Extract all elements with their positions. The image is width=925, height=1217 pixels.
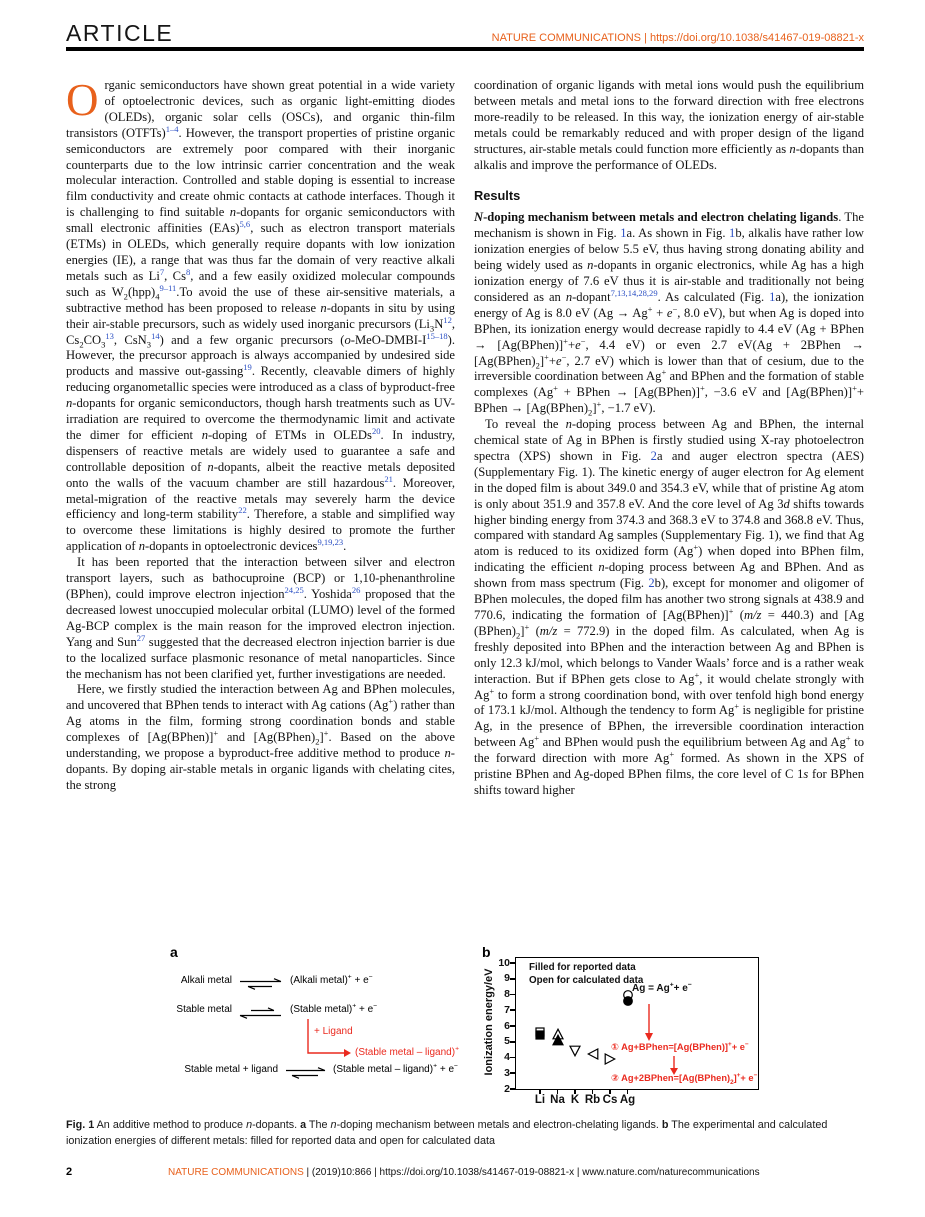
reference-link[interactable]: 2 <box>650 448 657 463</box>
y-tick-label: 10 <box>498 956 510 969</box>
reference-link[interactable]: 19 <box>243 362 252 373</box>
reference-link[interactable]: 26 <box>351 584 361 595</box>
stable-cation-label: (Stable metal)+ + e− <box>290 1002 378 1015</box>
data-point-na-filled <box>552 1034 564 1046</box>
article-type-label: ARTICLE <box>66 20 174 46</box>
data-point-ag-filled <box>622 995 634 1007</box>
reference-link[interactable]: 20 <box>371 425 381 436</box>
y-tick-mark <box>510 978 516 980</box>
y-tick-mark <box>510 1072 516 1074</box>
y-tick-label: 4 <box>504 1051 510 1063</box>
x-tick-mark <box>627 1089 629 1094</box>
y-tick-mark <box>510 1025 516 1027</box>
reference-link[interactable]: 5,6 <box>239 218 251 229</box>
reference-link[interactable]: 15–18 <box>426 330 448 341</box>
annotation-ag-equation: Ag = Ag++ e− <box>632 981 692 994</box>
reference-link[interactable]: 9,19,23 <box>317 537 344 548</box>
reference-link[interactable]: 7 <box>159 266 165 277</box>
data-point-k-open <box>569 1045 581 1057</box>
legend-line-open: Open for calculated data <box>529 975 644 986</box>
y-tick-mark <box>510 994 516 996</box>
reference-link[interactable]: 2 <box>648 576 655 591</box>
reference-link[interactable]: 13 <box>105 330 114 341</box>
panel-a-label: a <box>170 944 178 960</box>
x-tick-mark <box>557 1089 559 1094</box>
paragraph-intro: Organic semiconductors have shown great potential in a wide variety of optoelectronic devices, such as organic light-emitting diodes (OLEDs), organic solar cells (OSCs), and organic thin-film transistors (OTFTs)$^{1-4}$. However, the transport properties of pristine organic semiconductors are extremely poor compared with their inorganic counterparts due to the low intrinsic carrier concentration and the weak molecular interaction. Controlled and stable doping is essential to increase film conductivity and create ohmic contacts at cathode interfaces. Though it is challenging to find suitable n-dopants for organic semiconductors with small electronic affinities (EAs)$^{5,6}$, such as electron transport materials (ETMs) in OLEDs, which generally require dopants with low ionization energies (IE), a range that was thus far the domain of very reactive alkali metals such as Li$^7$, Cs$^8$, and a few easily oxidized molecular compounds such as $W_2(hpp)_4^{9-11}.To$ avoid the use of these air-sensitive materials, a subtractive method has been proposed to release n-dopants in situ by using their air-stable precursors, such as widely used inorganic precursors ($Li_3N^{12}$, $Cs_2CO_3^{13}$, CsN$_3^{14}$) and a few organic precursors (o-MeO-DMBI-I$^{15-18}$). However, the precursor approach is always accompanied by undesired side products and massive out-gassing$^{19}$. Recently, cleavable dimers of highly reducing organometallic species were introduced as a class of byproduct-free n-dopants for organic semiconductors, though harsh treatments such as UV-irradiation are required to overcome the thermodynamic limit and activate the dimer for efficient n-doping of ETMs in OLEDs$^{20}$. In industry, dispensers of reactive metals are widely used to guarantee a safe and controllable deposition of n-dopants, albeit the reactive metals deposited onto the walls of the vacuum chamber are still hazardous$^{21}$. Moreover, metal-migration of the reactive metals may severely harm the device efficiency and long-term stability$^{22}$. Therefore, a stable and simplified way to overcome these limitations is highly desired to promote the further application of n-dopants in optoelectronic devices$^{9,19,23}$. <box>66 75 456 554</box>
reference-link[interactable]: 1 <box>769 289 776 304</box>
reference-link[interactable]: 7,13,14,28,29 <box>610 287 658 298</box>
data-point-rb-open <box>587 1048 599 1060</box>
stable-metal-ligand-label: Stable metal + ligand <box>184 1064 278 1075</box>
y-tick-label: 6 <box>504 1019 510 1032</box>
ligand-elbow-arrow <box>304 1019 354 1059</box>
data-point-li-filled <box>534 1029 546 1041</box>
stable-metal-ligand-product: (Stable metal – ligand)+ <box>355 1045 460 1058</box>
plot-area <box>498 956 759 1106</box>
results-heading: Results <box>474 188 521 204</box>
paragraph: To reveal the n-doping process between Ag and BPhen, the internal chemical state of Ag in BPhen is firstly studied using X-ray photoelectron spectra (XPS) shown in Fig. 2a and auger electron spectra (AES) (Supplementary Fig. 1). The kinetic energy of auger electron for Ag element in the doped film is about 349.0 and 354.3 eV, while that of pristine Ag atom is only about 351.9 and 357.8 eV. And the core level of Ag 3d shifts towards higher binding energy from 374.3 and 368.3 eV to 374.8 and 368.8 eV. Thus, compared with standard Ag samples (Supplementary Fig. 1), we find that Ag atom is reduced to its oxidized form (Ag+) when doped into BPhen film, indicating the efficient n-doping process between Ag and BPhen. And as shown from mass spectrum (Fig. 2b), except for monomer and oligomer of BPhen molecules, the doped film has another two strong signals at 438.9 and 770.6, indicating the formation of [Ag(BPhen)]+ (m/z = 440.3) and [Ag $(BPhen)_2]^+$ (m/z = 772.9) in the doped film. As calculated, when Ag is freshly deposited into BPhen and the interaction between Ag and BPhen is only 12.3 kJ/mol, which belongs to Vander Waals’ force and is a rather weak interaction. But if BPhen gets close to Ag+, it would chelate strongly with Ag+ to form a strong coordination bond, with over tenfold high bond energy of 173.1 kJ/mol. Although the tendency to form Ag+ is negligible for pristine Ag, in the presence of BPhen, the irreversible coordination interaction between Ag+ and BPhen would push the equilibrium between Ag and Ag+ to the forward direction with more Ag+ formed. As shown in the XPS of pristine BPhen and Ag-doped BPhen films, the core level of C 1s for BPhen shifts toward higher <box>474 417 865 797</box>
equilibrium-arrow-forward <box>238 978 284 990</box>
stable-metal-label: Stable metal <box>176 1004 232 1015</box>
x-tick-mark <box>592 1089 594 1094</box>
left-column <box>66 75 456 794</box>
y-tick-mark <box>510 1088 516 1090</box>
y-tick-mark <box>510 1041 516 1043</box>
panel-b-label: b <box>482 944 491 960</box>
y-tick-label: 7 <box>504 1003 510 1016</box>
x-tick-mark <box>609 1089 611 1094</box>
reference-link[interactable]: 24,25 <box>284 584 304 595</box>
x-tick-label: K <box>570 1094 580 1106</box>
paragraph: It has been reported that the interaction between silver and electron transport layers, such as bathocuproine (BCP) or 1,10-phenanthroline (BPhen), could improve electron injection$^{24,25}$. Yoshida$^{26}$ proposed that the decreased lowest unoccupied molecular orbital (LUMO) level of the formed Ag-BCP complex is the main reason for the improved electron injection. Yang and Sun$^{27}$ suggested that the decreased electron injection barrier is due to the localized surface plasmonic resonance of metal nanoparticles. Since the mechanism has not been clarified yet, further investigations are needed. <box>66 555 455 681</box>
journal-doi-link[interactable]: NATURE COMMUNICATIONS | https://doi.org/10.1038/s41467-019-08821-x <box>491 32 864 44</box>
reference-link[interactable]: 12 <box>443 314 452 325</box>
equilibrium-arrow-balanced <box>283 1067 329 1079</box>
reference-link[interactable]: 1–4 <box>165 123 179 134</box>
paragraph: coordination of organic ligands with metal ions would push the equilibrium between metals and metal ions to the forward direction with free electrons more-readily to be released. In this way, the ionization energy of air-stable metals could be remarkably reduced and with proper design of the ligand structures, air-stable metals could function more efficiently as n-dopants than alkalis and improve the performance of OLEDs. <box>474 78 865 172</box>
y-tick-label: 2 <box>504 1082 510 1095</box>
footer-journal-name[interactable]: NATURE COMMUNICATIONS <box>168 1167 304 1178</box>
reference-link[interactable]: 27 <box>136 632 146 643</box>
y-axis-title: Ionization energy/eV <box>483 968 495 1076</box>
y-tick-label: 9 <box>504 972 510 985</box>
paragraph: Here, we firstly studied the interaction between Ag and BPhen molecules, and uncovered that BPhen tends to interact with Ag cations (Ag+) rather than Ag atoms in the film, forming strong coordination bonds and stable complexes of [Ag(BPhen)]+ and $[Ag(BPhen)_2]^+$. Based on the above understanding, we propose a byproduct-free additive method to produce n-dopants. By doping air-stable metals in organic ligands with chelating cites, the strong <box>66 682 455 792</box>
figure-caption: Fig. 1 An additive method to produce n-dopants. a The n-doping mechanism between metals and electron-chelating ligands. b The experimental and calculated ionization energies of different metals: filled for reported data and open for calculated data <box>66 1119 828 1147</box>
reference-link[interactable]: 9–11 <box>159 282 177 293</box>
x-tick-mark <box>539 1089 541 1094</box>
y-tick-label: 5 <box>504 1035 510 1048</box>
legend-line-filled: Filled for reported data <box>529 962 636 973</box>
alkali-cation-label: (Alkali metal)+ + e− <box>290 973 373 986</box>
reference-link[interactable]: 22 <box>238 505 247 516</box>
x-tick-label: Li <box>534 1094 546 1106</box>
paragraph: N-doping mechanism between metals and electron chelating ligands. The mechanism is shown in Fig. 1a. As shown in Fig. 1b, alkalis have rather low ionization energies of below 5.5 eV, thus having strong donating ability and being widely used as n-dopants in organic electronics, while Ag has a high ionization energy of 7.6 eV thus it is air-stable and traditionally not being considered as an n-dopant$^{7,13,14,28,29}$. As calculated (Fig. 1a), the ionization energy of Ag is 8.0 eV (Ag → Ag+ + e−, 8.0 eV), but when Ag is doped into BPhen, its ionization energy would decrease rapidly to 4.4 eV (Ag + BPhen → [Ag(BPhen)]++e−, 4.4 eV) or even 2.7 eV(Ag + 2BPhen → $[Ag(BPhen)_2]^++e^-$, 2.7 eV) which is lower than that of cesium, due to the irreversible coordination between Ag+ and BPhen and the formation of stable complexes (Ag+ + BPhen → [Ag(BPhen)]+, −3.6 eV and [Ag(BPhen)]++ BPhen → $[Ag(BPhen)_2]^+$, −1.7 eV). <box>474 210 865 418</box>
footer-citation <box>168 1167 760 1178</box>
page-number: 2 <box>66 1166 73 1178</box>
y-tick-mark <box>510 962 516 964</box>
annotation-reaction-2: ② $Ag+2BPhen=[Ag(BPhen)_2]^++ e^-$ <box>611 1071 758 1086</box>
reference-link[interactable]: 8 <box>185 266 191 277</box>
equilibrium-arrow-reverse <box>238 1007 284 1019</box>
header-rule <box>66 47 864 51</box>
reference-link[interactable]: 1 <box>620 226 627 241</box>
x-tick-mark <box>574 1089 576 1094</box>
right-column <box>474 78 864 799</box>
reference-link[interactable]: 14 <box>151 330 160 341</box>
x-tick-label: Rb <box>584 1094 601 1106</box>
red-arrow-down-1 <box>643 1004 655 1042</box>
y-tick-mark <box>510 1009 516 1011</box>
x-tick-label: Na <box>550 1094 565 1106</box>
ligand-label: + Ligand <box>314 1026 353 1037</box>
data-point-cs-open <box>604 1053 616 1065</box>
y-tick-mark <box>510 1057 516 1059</box>
reference-link[interactable]: 1 <box>729 226 736 241</box>
x-tick-label: Cs <box>602 1094 618 1106</box>
row3-product-label: (Stable metal – ligand)+ + e− <box>333 1062 458 1075</box>
drop-cap: O <box>66 75 99 125</box>
y-tick-label: 3 <box>504 1066 510 1079</box>
chart-legend <box>529 961 643 987</box>
x-tick-label: Ag <box>619 1094 636 1106</box>
y-tick-label: 8 <box>504 988 510 1000</box>
reference-link[interactable]: 21 <box>384 473 393 484</box>
footer-meta: | (2019)10:866 | https://doi.org/10.1038/s41467-019-08821-x | www.nature.com/naturecommunications <box>306 1167 760 1178</box>
alkali-metal-label: Alkali metal <box>180 975 232 986</box>
annotation-reaction-1: ① Ag+BPhen=[Ag(BPhen)]++ e− <box>611 1040 749 1052</box>
